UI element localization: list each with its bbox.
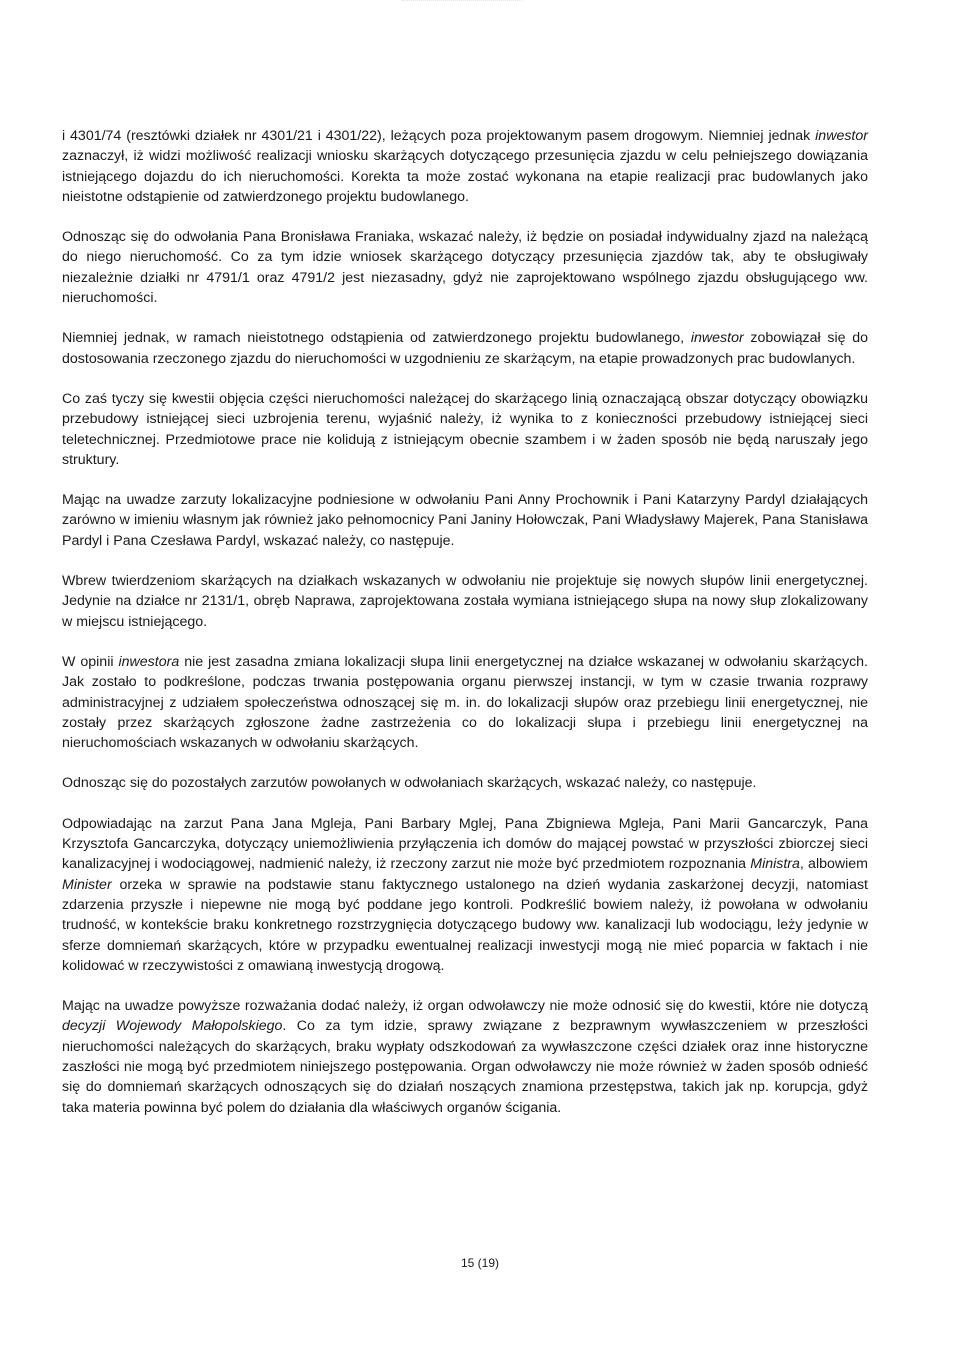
paragraph: i 4301/74 (resztówki działek nr 4301/21 i 4301/22), leżących poza projektowanym pasem drogowym. Niemniej jednak inwestor zaznaczył, iż widzi możliwość realizacji wniosku skarżących dotyczącego przesunięcia zjazdu w celu pełniejszego dowiązania istniejącego dojazdu do ich nieruchomości. Korekta ta może zostać wykonana na etapie realizacji prac budowlanych jako nieistotne odstąpienie od zatwierdzonego projektu budowlanego. bbox=[62, 128, 868, 205]
paragraph: Odpowiadając na zarzut Pana Jana Mgleja, Pani Barbary Mglej, Pana Zbigniewa Mgleja, Pani Marii Gancarczyk, Pana Krzysztofa Gancarczyka, dotyczący uniemożliwienia przyłączenia ich domów do mającej powstać w przyszłości zbiorczej sieci kanalizacyjnej i wodociągowej, nadmienić należy, iż rzeczony zarzut nie może być przedmiotem rozpoznania Ministra, albowiem Minister orzeka w sprawie na podstawie stanu faktycznego ustalonego na dzień wydania zaskarżonej decyzji, natomiast zdarzenia przyszłe i niepewne nie mogą być poddane jego kontroli. Podkreślić bowiem należy, iż powołana w odwołaniu trudność, w kontekście braku konkretnego rozstrzygnięcia dotyczącego budowy ww. kanalizacji lub wodociągu, leży jedynie w sferze domniemań skarżących, które w przypadku ewentualnej realizacji inwestycji mogą nie mieć poparcia w faktach i nie kolidować w rzeczywistości z omawianą inwestycją drogową. bbox=[62, 815, 868, 974]
page-number: 15 (19) bbox=[460, 1256, 500, 1270]
paragraph: Niemniej jednak, w ramach nieistotnego odstąpienia od zatwierdzonego projektu budowlanego, inwestor zobowiązał się do dostosowania rzeczonego zjazdu do nieruchomości w uzgodnieniu ze skarżącym, na etapie prowadzonych prac budowlanych. bbox=[62, 330, 868, 367]
scan-artifact bbox=[402, 0, 522, 7]
paragraph: Mając na uwadze zarzuty lokalizacyjne podniesione w odwołaniu Pani Anny Prochownik i Pani Katarzyny Pardyl działających zarówno w imieniu własnym jak również jako pełnomocnicy Pani Janiny Hołowczak, Pani Władysławy Majerek, Pana Stanisława Pardyl i Pana Czesława Pardyl, wskazać należy, co następuje. bbox=[62, 492, 868, 549]
paragraph: W opinii inwestora nie jest zasadna zmiana lokalizacji słupa linii energetycznej na działce wskazanej w odwołaniu skarżących. Jak zostało to podkreślone, podczas trwania postępowania organu pierwszej instancji, w tym w czasie trwania rozprawy administracyjnej z udziałem społeczeństwa odnoszącej się m. in. do lokalizacji słupów oraz przebiegu linii energetycznej, nie zostały przez skarżących zgłoszone żadne zastrzeżenia co do lokalizacji słupa i przebiegu linii energetycznej na nieruchomościach wskazanych w odwołaniu skarżących. bbox=[62, 653, 868, 752]
paragraph: Mając na uwadze powyższe rozważania dodać należy, iż organ odwoławczy nie może odnosić się do kwestii, które nie dotyczą decyzji Wojewody Małopolskiego. Co za tym idzie, sprawy związane z bezprawnym wywłaszczeniem w przeszłości nieruchomości należących do skarżących, braku wypłaty odszkodowań za wywłaszczone części działek oraz inne historyczne zaszłości nie mogą być przedmiotem niniejszego postępowania. Organ odwoławczy nie może również w żaden sposób odnieść się do domniemań skarżących odnoszących się do działań noszących znamiona przestępstwa, takich jak np. korupcja, gdyż taka materia powinna być polem do działania dla właściwych organów ścigania. bbox=[62, 998, 869, 1116]
document-body bbox=[62, 126, 868, 1138]
paragraph: Co zaś tyczy się kwestii objęcia części nieruchomości należącej do skarżącego linią oznaczającą obszar dotyczący obowiązku przebudowy istniejącej sieci uzbrojenia terenu, wyjaśnić należy, iż wynika to z konieczności przebudowy istniejącej sieci teletechnicznej. Przedmiotowe prace nie kolidują z istniejącym obecnie szambem i w żaden sposób nie będą naruszały jego struktury. bbox=[62, 390, 868, 468]
paragraph: Odnosząc się do pozostałych zarzutów powołanych w odwołaniach skarżących, wskazać należy, co następuje. bbox=[62, 775, 757, 792]
paragraph: Odnosząc się do odwołania Pana Bronisława Franiaka, wskazać należy, iż będzie on posiadał indywidualny zjazd na należącą do niego nieruchomość. Co za tym idzie wniosek skarżącego dotyczący przesunięcia zjazdów tak, aby te obsługiwały niezależnie działki nr 4791/1 oraz 4791/2 jest niezasadny, gdyż nie zaprojektowano wspólnego zjazdu obsługującego ww. nieruchomości. bbox=[62, 229, 868, 307]
paragraph: Wbrew twierdzeniom skarżących na działkach wskazanych w odwołaniu nie projektuje się nowych słupów linii energetycznej. Jedynie na działce nr 2131/1, obręb Naprawa, zaprojektowana została wymiana istniejącego słupa na nowy słup zlokalizowany w miejscu istniejącego. bbox=[62, 573, 868, 630]
